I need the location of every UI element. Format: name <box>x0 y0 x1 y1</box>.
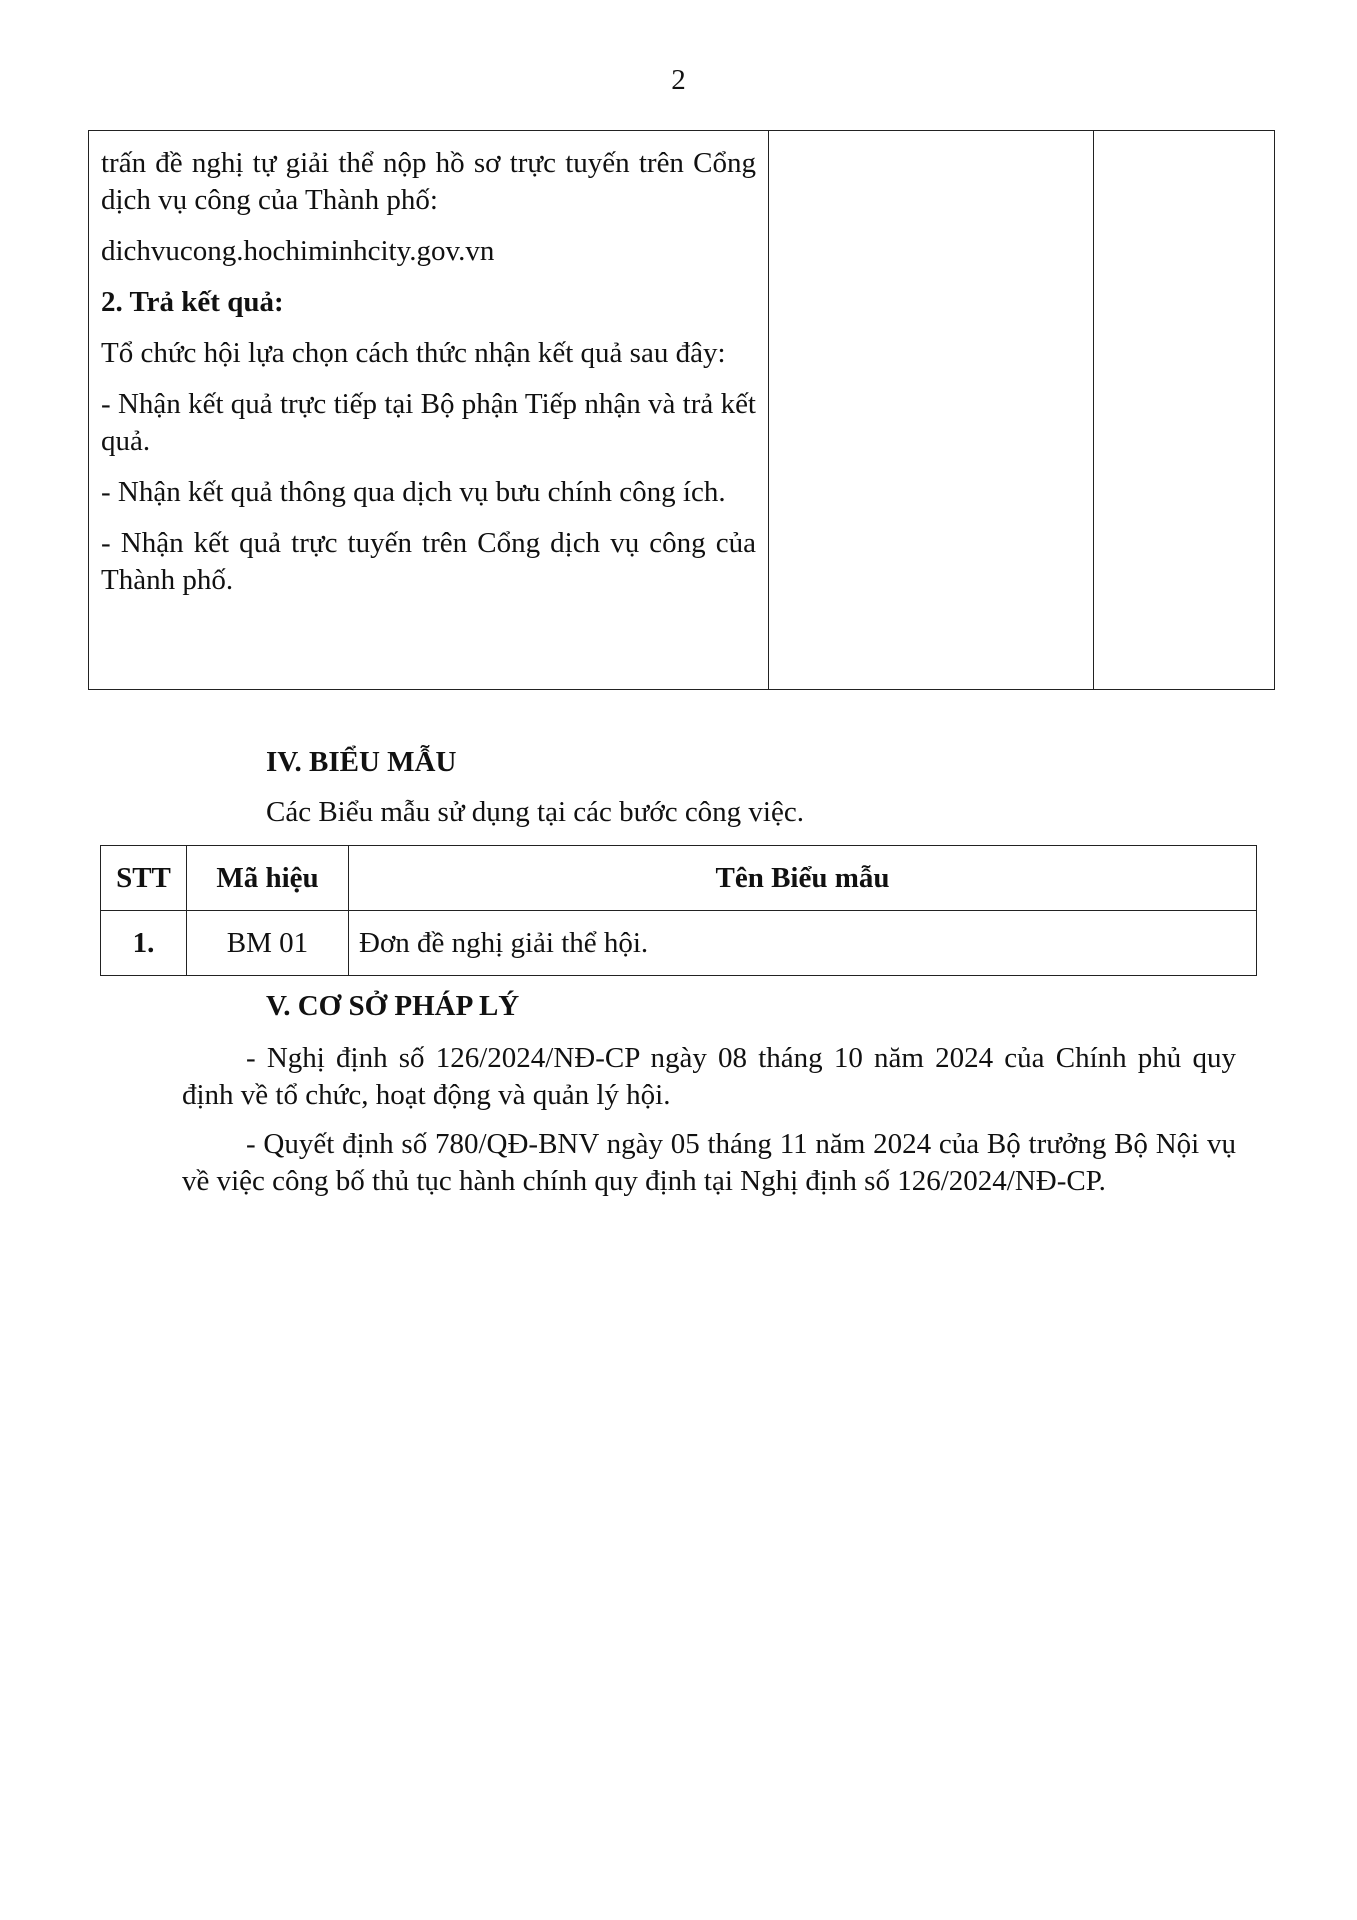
legal-basis-list <box>182 1040 1236 1212</box>
procedure-continuation-table <box>88 130 1275 690</box>
table-header-row <box>101 846 1257 911</box>
empty-cell <box>1094 131 1275 690</box>
section-4-intro: Các Biểu mẫu sử dụng tại các bước công việc. <box>266 796 804 828</box>
option-postal: - Nhận kết quả thông qua dịch vụ bưu chính công ích. <box>101 476 726 508</box>
empty-cell <box>769 131 1094 690</box>
option-online: - Nhận kết quả trực tuyến trên Cổng dịch vụ công của Thành phố. <box>101 527 756 596</box>
table-row <box>89 131 1275 690</box>
header-code: Mã hiệu <box>187 846 349 911</box>
header-stt: STT <box>101 846 187 911</box>
legal-item: - Quyết định số 780/QĐ-BNV ngày 05 tháng 11 năm 2024 của Bộ trưởng Bộ Nội vụ về việc công bố thủ tục hành chính quy định tại Nghị định số 126/2024/NĐ-CP. <box>182 1128 1236 1197</box>
page-number: 2 <box>671 64 686 96</box>
step-description-cell <box>89 131 769 690</box>
section-5-title: V. CƠ SỞ PHÁP LÝ <box>266 990 520 1022</box>
section-4-title: IV. BIỂU MẪU <box>266 746 457 778</box>
cell-form-name: Đơn đề nghị giải thể hội. <box>349 911 1257 976</box>
portal-url: dichvucong.hochiminhcity.gov.vn <box>101 235 495 267</box>
result-heading: 2. Trả kết quả: <box>101 286 284 318</box>
cell-code: BM 01 <box>187 911 349 976</box>
paragraph-choose-method: Tổ chức hội lựa chọn cách thức nhận kết quả sau đây: <box>101 337 726 369</box>
forms-table <box>100 845 1257 976</box>
header-form-name: Tên Biểu mẫu <box>349 846 1257 911</box>
cell-stt: 1. <box>101 911 187 976</box>
legal-item: - Nghị định số 126/2024/NĐ-CP ngày 08 tháng 10 năm 2024 của Chính phủ quy định về tổ chức, hoạt động và quản lý hội. <box>182 1042 1236 1111</box>
paragraph-online-submission: trấn đề nghị tự giải thể nộp hồ sơ trực tuyến trên Cổng dịch vụ công của Thành phố: <box>101 147 756 216</box>
table-row <box>101 911 1257 976</box>
option-direct: - Nhận kết quả trực tiếp tại Bộ phận Tiếp nhận và trả kết quả. <box>101 388 756 457</box>
